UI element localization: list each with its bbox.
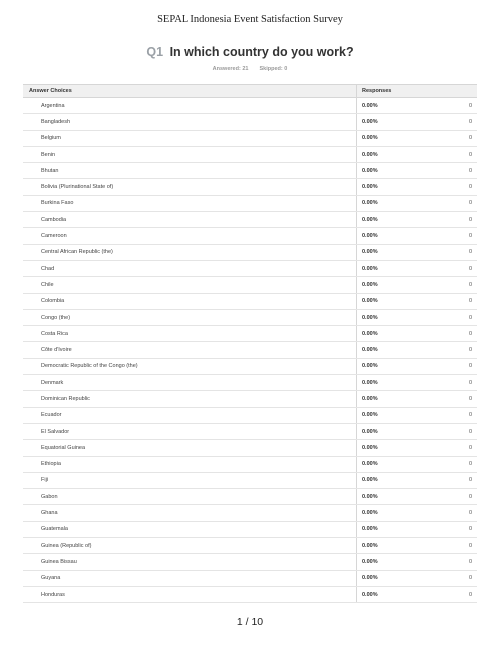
table-row	[23, 554, 477, 570]
response-count: 0	[468, 265, 472, 272]
response-count: 0	[468, 395, 472, 402]
response-percent: 0.00%	[362, 510, 378, 517]
table-row	[23, 179, 477, 195]
answer-choice: Fiji	[23, 473, 357, 488]
header-answer-choices: Answer Choices	[23, 85, 357, 97]
table-row	[23, 310, 477, 326]
table-row	[23, 245, 477, 261]
response-cell	[357, 457, 477, 472]
response-percent: 0.00%	[362, 461, 378, 468]
answer-choice: Chile	[23, 277, 357, 292]
response-cell	[357, 538, 477, 553]
answer-choice: Colombia	[23, 294, 357, 309]
answer-choice: Guyana	[23, 571, 357, 586]
response-percent: 0.00%	[362, 477, 378, 484]
response-percent: 0.00%	[362, 395, 378, 402]
response-count: 0	[468, 102, 472, 109]
table-row	[23, 522, 477, 538]
response-percent: 0.00%	[362, 151, 378, 158]
table-row	[23, 457, 477, 473]
answer-choice: Argentina	[23, 98, 357, 113]
answer-choice: Central African Republic (the)	[23, 245, 357, 260]
response-percent: 0.00%	[362, 298, 378, 305]
response-cell	[357, 196, 477, 211]
response-percent: 0.00%	[362, 233, 378, 240]
table-row	[23, 212, 477, 228]
table-row	[23, 587, 477, 603]
answer-choice: Congo (the)	[23, 310, 357, 325]
response-percent: 0.00%	[362, 135, 378, 142]
response-count: 0	[468, 363, 472, 370]
response-count: 0	[468, 591, 472, 598]
response-percent: 0.00%	[362, 249, 378, 256]
response-count: 0	[468, 428, 472, 435]
response-cell	[357, 342, 477, 357]
response-percent: 0.00%	[362, 493, 378, 500]
answer-choice: Bhutan	[23, 163, 357, 178]
answer-choice: Denmark	[23, 375, 357, 390]
response-count: 0	[468, 314, 472, 321]
response-cell	[357, 489, 477, 504]
response-count: 0	[468, 249, 472, 256]
response-cell	[357, 114, 477, 129]
document-title: SEPAL Indonesia Event Satisfaction Survey	[157, 14, 343, 25]
answer-choice: Ghana	[23, 505, 357, 520]
table-row	[23, 131, 477, 147]
response-cell	[357, 391, 477, 406]
table-row	[23, 408, 477, 424]
response-count: 0	[468, 135, 472, 142]
responses-table	[23, 84, 477, 603]
response-percent: 0.00%	[362, 575, 378, 582]
table-row	[23, 359, 477, 375]
table-row	[23, 571, 477, 587]
page-number: 1 / 10	[236, 616, 264, 628]
table-row	[23, 147, 477, 163]
question-text: In which country do you work?	[169, 45, 354, 59]
response-percent: 0.00%	[362, 330, 378, 337]
table-row	[23, 424, 477, 440]
answer-choice: Gabon	[23, 489, 357, 504]
table-row	[23, 163, 477, 179]
response-cell	[357, 147, 477, 162]
response-percent: 0.00%	[362, 216, 378, 223]
answer-choice: Cameroon	[23, 228, 357, 243]
table-body	[23, 98, 477, 603]
table-row	[23, 228, 477, 244]
answer-choice: Costa Rica	[23, 326, 357, 341]
response-percent: 0.00%	[362, 444, 378, 451]
response-percent: 0.00%	[362, 200, 378, 207]
response-cell	[357, 554, 477, 569]
response-percent: 0.00%	[362, 591, 378, 598]
response-cell	[357, 245, 477, 260]
answer-choice: Democratic Republic of the Congo (the)	[23, 359, 357, 374]
answer-choice: Côte d'Ivoire	[23, 342, 357, 357]
table-row	[23, 440, 477, 456]
answer-choice: Guinea (Republic of)	[23, 538, 357, 553]
answer-choice: El Salvador	[23, 424, 357, 439]
answer-choice: Equatorial Guinea	[23, 440, 357, 455]
response-percent: 0.00%	[362, 542, 378, 549]
table-row	[23, 294, 477, 310]
response-count: 0	[468, 298, 472, 305]
response-percent: 0.00%	[362, 314, 378, 321]
response-count: 0	[468, 233, 472, 240]
response-stats	[0, 66, 500, 72]
response-percent: 0.00%	[362, 412, 378, 419]
response-cell	[357, 179, 477, 194]
table-row	[23, 261, 477, 277]
table-row	[23, 326, 477, 342]
answer-choice: Ethiopia	[23, 457, 357, 472]
response-percent: 0.00%	[362, 347, 378, 354]
question-heading	[0, 45, 500, 59]
table-row	[23, 538, 477, 554]
table-row	[23, 342, 477, 358]
response-count: 0	[468, 526, 472, 533]
response-count: 0	[468, 477, 472, 484]
response-cell	[357, 473, 477, 488]
answer-choice: Bangladesh	[23, 114, 357, 129]
answer-choice: Benin	[23, 147, 357, 162]
response-percent: 0.00%	[362, 281, 378, 288]
response-cell	[357, 261, 477, 276]
answer-choice: Chad	[23, 261, 357, 276]
response-cell	[357, 505, 477, 520]
table-row	[23, 196, 477, 212]
response-count: 0	[468, 200, 472, 207]
response-cell	[357, 375, 477, 390]
response-percent: 0.00%	[362, 379, 378, 386]
response-percent: 0.00%	[362, 363, 378, 370]
response-cell	[357, 326, 477, 341]
response-count: 0	[468, 461, 472, 468]
table-row	[23, 489, 477, 505]
answer-choice: Dominican Republic	[23, 391, 357, 406]
response-count: 0	[468, 444, 472, 451]
response-count: 0	[468, 575, 472, 582]
response-count: 0	[468, 118, 472, 125]
response-cell	[357, 131, 477, 146]
response-count: 0	[468, 184, 472, 191]
answer-choice: Guinea Bissau	[23, 554, 357, 569]
response-count: 0	[468, 412, 472, 419]
response-count: 0	[468, 347, 472, 354]
answer-choice: Belgium	[23, 131, 357, 146]
response-cell	[357, 277, 477, 292]
response-cell	[357, 98, 477, 113]
response-cell	[357, 424, 477, 439]
answer-choice: Honduras	[23, 587, 357, 602]
response-cell	[357, 522, 477, 537]
answered-count: Answered: 21	[212, 66, 249, 72]
response-cell	[357, 440, 477, 455]
response-count: 0	[468, 330, 472, 337]
answer-choice: Ecuador	[23, 408, 357, 423]
response-percent: 0.00%	[362, 265, 378, 272]
response-percent: 0.00%	[362, 118, 378, 125]
table-header	[23, 84, 477, 98]
response-count: 0	[468, 493, 472, 500]
response-cell	[357, 408, 477, 423]
table-row	[23, 114, 477, 130]
response-cell	[357, 587, 477, 602]
answer-choice: Bolivia (Plurinational State of)	[23, 179, 357, 194]
response-count: 0	[468, 558, 472, 565]
response-percent: 0.00%	[362, 184, 378, 191]
table-row	[23, 277, 477, 293]
table-row	[23, 473, 477, 489]
table-row	[23, 505, 477, 521]
response-cell	[357, 359, 477, 374]
response-cell	[357, 294, 477, 309]
response-count: 0	[468, 167, 472, 174]
table-row	[23, 375, 477, 391]
response-percent: 0.00%	[362, 102, 378, 109]
response-count: 0	[468, 216, 472, 223]
response-percent: 0.00%	[362, 167, 378, 174]
answer-choice: Cambodia	[23, 212, 357, 227]
answer-choice: Guatemala	[23, 522, 357, 537]
question-number: Q1	[146, 45, 164, 59]
response-count: 0	[468, 151, 472, 158]
response-percent: 0.00%	[362, 558, 378, 565]
response-cell	[357, 212, 477, 227]
response-count: 0	[468, 379, 472, 386]
response-count: 0	[468, 542, 472, 549]
response-cell	[357, 310, 477, 325]
skipped-count: Skipped: 0	[259, 66, 288, 72]
table-row	[23, 391, 477, 407]
table-row	[23, 98, 477, 114]
response-percent: 0.00%	[362, 526, 378, 533]
answer-choice: Burkina Faso	[23, 196, 357, 211]
response-cell	[357, 228, 477, 243]
response-cell	[357, 163, 477, 178]
response-count: 0	[468, 281, 472, 288]
response-percent: 0.00%	[362, 428, 378, 435]
response-count: 0	[468, 510, 472, 517]
header-responses: Responses	[362, 88, 392, 94]
response-cell	[357, 571, 477, 586]
